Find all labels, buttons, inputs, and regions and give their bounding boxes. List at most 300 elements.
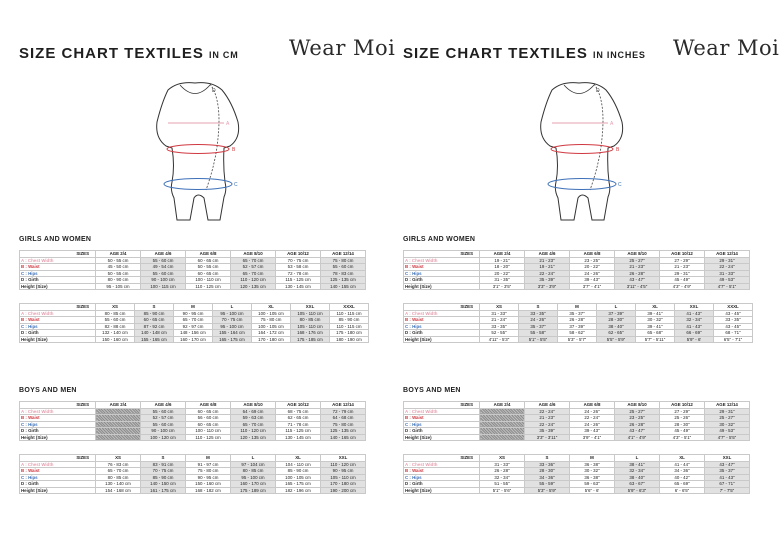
table-cell: 3'7" - 4'1" [570, 283, 615, 290]
table-cell: 4'1" - 4'9" [615, 434, 660, 441]
label-c: C [618, 182, 622, 188]
table-cell: 130 - 145 cm [276, 434, 321, 441]
header-cell: XS [480, 304, 519, 311]
table-cell: 29 - 31" [705, 257, 750, 264]
header-cell: XS [480, 455, 525, 462]
table-cell: 55 - 59" [525, 481, 570, 488]
header-sizes: SIZES [404, 402, 480, 409]
table-cell: 55 - 60 cm [141, 421, 186, 428]
table-cell: 155 - 165 cm [135, 336, 174, 343]
table-cell: 80 - 85 cm [96, 474, 141, 481]
row-label: D : Girth [404, 277, 480, 284]
header-cell: S [141, 455, 186, 462]
table-cell: 65 - 70 cm [231, 421, 276, 428]
table-cell: 175 - 185 cm [291, 336, 330, 343]
table-cell: 6' - 6'5" [660, 487, 705, 494]
row-label: C : Hips [20, 474, 96, 481]
table-cell: 36 - 38" [570, 474, 615, 481]
table-cell: 59 - 63 cm [231, 415, 276, 422]
table-cell: 5'3" - 5'9" [525, 487, 570, 494]
table-cell: 90 - 100 cm [141, 277, 186, 284]
table-cell: 43 - 47" [615, 277, 660, 284]
table-cell: 43 - 45" [714, 323, 753, 330]
table-cell: 65 - 68" [636, 330, 675, 337]
table-cell: 72 - 79 cm [321, 408, 366, 415]
table-cell: 120 - 135 cm [231, 434, 276, 441]
header-cell: M [570, 455, 615, 462]
header-sizes: SIZES [404, 455, 480, 462]
table-cell: 5'7" - 5'11" [636, 336, 675, 343]
table-cell: 52 - 57 cm [231, 264, 276, 271]
table-cell: 155 - 164 cm [213, 330, 252, 337]
table-cell: 130 - 140 cm [96, 481, 141, 488]
table-cell: 95 - 100 cm [213, 310, 252, 317]
row-label: A : Chest Width [404, 408, 480, 415]
row-label: D : Girth [404, 330, 480, 337]
row-label: A : Chest Width [20, 310, 96, 317]
table-cell: 65 - 70 cm [231, 257, 276, 264]
header-cell: AGE 2/4 [480, 402, 525, 409]
table-cell: 30 - 32" [636, 317, 675, 324]
table-cell: 55 - 60 cm [96, 317, 135, 324]
table-cell: 20 - 22" [480, 270, 525, 277]
table-cell: 150 - 160 cm [186, 481, 231, 488]
row-label: A : Chest Width [404, 310, 480, 317]
row-label: D : Girth [20, 428, 96, 435]
table-cell: 80 - 85 cm [231, 468, 276, 475]
table-cell: 80 - 85 cm [291, 317, 330, 324]
row-label: A : Chest Width [20, 257, 96, 264]
table-cell: 34 - 36" [660, 468, 705, 475]
row-label: D : Girth [404, 428, 480, 435]
table-cell: 75 - 80 cm [186, 468, 231, 475]
table-boys-adult [403, 454, 750, 494]
table-cell: 55 - 60 cm [141, 257, 186, 264]
table-cell: 87 - 92 cm [135, 323, 174, 330]
header-cell: L [597, 304, 636, 311]
table-cell: 52 - 57 cm [141, 415, 186, 422]
label-b: B [232, 147, 236, 153]
table-cell: 75 - 80 cm [321, 421, 366, 428]
header-cell: XXXL [330, 304, 369, 311]
row-label: C : Hips [404, 323, 480, 330]
table-row [20, 336, 369, 343]
table-cell: 100 - 110 cm [186, 428, 231, 435]
table-cell: 83 - 91 cm [141, 461, 186, 468]
table-cell: 175 - 189 cm [231, 487, 276, 494]
table-girls-ages [403, 250, 750, 290]
table-cell: 190 - 200 cm [321, 487, 366, 494]
table-cell: 35 - 37" [558, 310, 597, 317]
table-cell: 60 - 65 cm [135, 317, 174, 324]
table-cell: 36 - 38" [570, 461, 615, 468]
table-cell: 26 - 28" [615, 421, 660, 428]
table-cell: 28 - 30" [525, 468, 570, 475]
header-sizes: SIZES [20, 402, 96, 409]
header-cell: AGE 6/8 [570, 402, 615, 409]
section-title-girls: GIRLS AND WOMEN [403, 236, 476, 243]
header-cell: AGE 12/14 [321, 402, 366, 409]
table-cell: 59 - 63" [570, 481, 615, 488]
header-cell: XS [96, 304, 135, 311]
table-cell: 33 - 35" [519, 310, 558, 317]
table-cell: 5'3" - 5'7" [558, 336, 597, 343]
table-cell: 90 - 95 cm [174, 310, 213, 317]
label-a: A [226, 121, 230, 127]
size-chart-inches-panel [384, 0, 779, 543]
table-boys-ages [19, 401, 366, 441]
table-cell: 4'3" - 5'1" [660, 434, 705, 441]
table-cell: 23 - 25" [615, 415, 660, 422]
header-cell: AGE 10/12 [276, 251, 321, 258]
table-cell [96, 434, 141, 441]
table-cell: 29 - 31" [705, 408, 750, 415]
table-cell: 65 - 70 cm [96, 468, 141, 475]
table-cell: 21 - 23" [525, 257, 570, 264]
table-cell: 85 - 90 cm [330, 317, 369, 324]
table-cell: 22 - 24" [525, 270, 570, 277]
header-sizes: SIZES [404, 251, 480, 258]
table-cell: 100 - 110 cm [186, 277, 231, 284]
table-cell: 45 - 49" [660, 428, 705, 435]
table-cell: 31 - 33" [705, 270, 750, 277]
row-label: Height (Size) [20, 487, 96, 494]
table-cell: 110 - 125 cm [186, 434, 231, 441]
table-cell: 100 - 105 cm [252, 323, 291, 330]
table-girls-ages [19, 250, 366, 290]
table-cell: 68 - 75 cm [276, 408, 321, 415]
table-cell: 3'3" - 3'9" [525, 283, 570, 290]
header-cell: S [519, 304, 558, 311]
row-label: Height (Size) [404, 283, 480, 290]
table-cell: 3'1" - 3'5" [480, 283, 525, 290]
table-row [404, 283, 750, 290]
row-label: B : Waist [20, 468, 96, 475]
table-cell: 165 - 175 cm [276, 481, 321, 488]
table-cell: 100 - 115 cm [141, 283, 186, 290]
row-label: D : Girth [20, 330, 96, 337]
table-cell: 92 - 97 cm [174, 323, 213, 330]
table-cell: 35 - 39" [525, 428, 570, 435]
table-cell: 7' - 7'5" [705, 487, 750, 494]
table-row [404, 434, 750, 441]
table-cell: 49 - 53" [705, 277, 750, 284]
brand-logo: Wear Moi [673, 36, 779, 60]
table-cell: 18 - 20" [480, 264, 525, 271]
table-cell: 25 - 27" [615, 257, 660, 264]
table-cell: 140 - 165 cm [321, 434, 366, 441]
body-measurement-figure [120, 78, 270, 228]
table-cell: 76 - 83 cm [96, 461, 141, 468]
table-cell: 27 - 29" [660, 408, 705, 415]
table-boys-adult [19, 454, 366, 494]
row-label: C : Hips [20, 421, 96, 428]
table-cell: 170 - 180 cm [252, 336, 291, 343]
table-cell: 55 - 58" [519, 330, 558, 337]
header-cell: AGE 12/14 [705, 402, 750, 409]
row-label: A : Chest Width [20, 461, 96, 468]
table-cell: 140 - 150 cm [141, 481, 186, 488]
table-cell: 105 - 110 cm [321, 474, 366, 481]
table-cell: 25 - 27" [615, 408, 660, 415]
table-cell: 34 - 36" [525, 474, 570, 481]
table-cell: 110 - 115 cm [330, 310, 369, 317]
table-cell: 130 - 145 cm [276, 283, 321, 290]
table-cell: 32 - 34" [615, 468, 660, 475]
table-cell: 70 - 75 cm [276, 257, 321, 264]
row-label: C : Hips [404, 421, 480, 428]
row-label: Height (Size) [20, 336, 96, 343]
table-cell: 24 - 26" [519, 317, 558, 324]
row-label: B : Waist [404, 415, 480, 422]
table-cell: 3'11" - 4'5" [615, 283, 660, 290]
table-cell: 52 - 55" [480, 330, 519, 337]
table-cell: 65 - 69" [660, 481, 705, 488]
header-cell: XXL [321, 455, 366, 462]
row-label: B : Waist [404, 317, 480, 324]
table-cell: 33 - 36" [525, 461, 570, 468]
brand-logo: Wear Moi [289, 36, 396, 60]
table-cell: 28 - 30" [660, 421, 705, 428]
table-cell: 37 - 39" [597, 310, 636, 317]
table-row [20, 283, 366, 290]
table-cell: 30 - 32" [570, 468, 615, 475]
table-cell: 39 - 41" [636, 323, 675, 330]
table-cell: 82 - 88 cm [96, 323, 135, 330]
table-cell: 43 - 47" [705, 461, 750, 468]
table-cell: 26 - 28" [558, 317, 597, 324]
table-cell: 24 - 26" [570, 421, 615, 428]
table-cell: 95 - 105 cm [96, 283, 141, 290]
label-a: A [610, 121, 614, 127]
row-label: B : Waist [20, 317, 96, 324]
table-cell: 60 - 65 cm [186, 270, 231, 277]
table-cell: 85 - 90 cm [276, 468, 321, 475]
table-cell: 22 - 24" [525, 408, 570, 415]
table-cell: 90 - 95 cm [321, 468, 366, 475]
table-cell: 65 - 70 cm [174, 317, 213, 324]
table-cell: 50 - 55 cm [96, 270, 141, 277]
header-cell: AGE 10/12 [660, 251, 705, 258]
table-cell: 104 - 110 cm [276, 461, 321, 468]
table-cell: 5'5" - 5'9" [597, 336, 636, 343]
header-cell: XXXL [714, 304, 753, 311]
table-cell: 160 - 170 cm [231, 481, 276, 488]
table-cell: 53 - 58 cm [276, 264, 321, 271]
row-label: Height (Size) [404, 487, 480, 494]
table-cell: 168 - 176 cm [291, 330, 330, 337]
table-cell: 100 - 105 cm [276, 474, 321, 481]
table-cell: 25 - 27" [705, 415, 750, 422]
header-sizes: SIZES [20, 251, 96, 258]
table-cell: 62 - 65" [597, 330, 636, 337]
table-cell: 65 - 70 cm [231, 270, 276, 277]
row-label: A : Chest Width [20, 408, 96, 415]
row-label: B : Waist [404, 468, 480, 475]
table-cell: 43 - 45" [714, 310, 753, 317]
row-label: Height (Size) [404, 336, 480, 343]
table-cell: 29 - 31" [660, 270, 705, 277]
header-cell: M [186, 455, 231, 462]
table-cell: 49 - 53" [705, 428, 750, 435]
table-cell [480, 434, 525, 441]
table-cell: 51 - 55" [480, 481, 525, 488]
table-cell: 38 - 40" [615, 474, 660, 481]
table-cell: 70 - 75 cm [141, 468, 186, 475]
header-cell: AGE 8/10 [231, 402, 276, 409]
table-cell: 21 - 23" [525, 415, 570, 422]
header-cell: XS [96, 455, 141, 462]
table-cell: 80 - 85 cm [96, 310, 135, 317]
table-cell: 95 - 100 cm [213, 323, 252, 330]
table-cell: 68 - 71" [714, 330, 753, 337]
table-cell: 33 - 35" [714, 317, 753, 324]
table-cell: 64 - 69 cm [231, 408, 276, 415]
row-label: D : Girth [20, 277, 96, 284]
table-row [404, 487, 750, 494]
header-cell: AGE 2/4 [96, 251, 141, 258]
table-cell: 78 - 83 cm [321, 270, 366, 277]
header-cell: S [135, 304, 174, 311]
table-cell: 160 - 170 cm [174, 336, 213, 343]
row-label: D : Girth [20, 481, 96, 488]
table-cell: 31 - 33" [480, 310, 519, 317]
table-cell: 182 - 196 cm [276, 487, 321, 494]
table-cell: 22 - 24" [570, 415, 615, 422]
row-label: B : Waist [404, 264, 480, 271]
table-cell: 115 - 125 cm [276, 428, 321, 435]
table-cell: 3'9" - 4'1" [570, 434, 615, 441]
table-cell: 31 - 33" [480, 461, 525, 468]
table-cell: 40 - 42" [660, 474, 705, 481]
table-cell: 26 - 28" [615, 270, 660, 277]
table-cell: 22 - 24" [525, 421, 570, 428]
table-cell: 150 - 160 cm [96, 336, 135, 343]
table-cell: 180 - 190 cm [330, 336, 369, 343]
row-label: Height (Size) [404, 434, 480, 441]
header-sizes: SIZES [20, 455, 96, 462]
table-cell: 60 - 65 cm [186, 421, 231, 428]
table-cell: 41 - 43" [675, 310, 714, 317]
table-cell: 27 - 29" [660, 257, 705, 264]
table-cell: 85 - 90 cm [135, 310, 174, 317]
table-cell: 75 - 80 cm [252, 317, 291, 324]
table-cell: 110 - 120 cm [321, 461, 366, 468]
table-cell: 43 - 47" [615, 428, 660, 435]
table-cell: 70 - 75 cm [213, 317, 252, 324]
table-cell: 55 - 60 cm [321, 264, 366, 271]
table-cell: 90 - 100 cm [141, 428, 186, 435]
table-cell: 26 - 28" [480, 468, 525, 475]
table-cell: 105 - 110 cm [291, 310, 330, 317]
table-cell: 5'9" - 6'3" [615, 487, 660, 494]
page-title: SIZE CHART TEXTILES IN INCHES [403, 45, 646, 62]
table-cell: 110 - 120 cm [231, 428, 276, 435]
header-cell: AGE 6/8 [570, 251, 615, 258]
header-cell: AGE 6/8 [186, 251, 231, 258]
table-cell: 170 - 180 cm [321, 481, 366, 488]
header-cell: M [174, 304, 213, 311]
table-cell: 168 - 182 cm [186, 487, 231, 494]
header-cell: AGE 4/6 [525, 251, 570, 258]
table-cell: 5'6" - 6' [570, 487, 615, 494]
table-boys-ages [403, 401, 750, 441]
table-cell: 49 - 54 cm [141, 264, 186, 271]
header-cell: S [525, 455, 570, 462]
table-cell: 100 - 105 cm [252, 310, 291, 317]
table-cell: 110 - 115 cm [330, 323, 369, 330]
table-cell: 45 - 49" [660, 277, 705, 284]
header-cell: XL [636, 304, 675, 311]
header-cell: XXL [291, 304, 330, 311]
table-cell: 55 - 60 cm [141, 408, 186, 415]
table-cell: 39 - 43" [570, 277, 615, 284]
table-cell: 38 - 41" [615, 461, 660, 468]
row-label: Height (Size) [20, 434, 96, 441]
table-cell: 148 - 156 cm [174, 330, 213, 337]
table-cell: 97 - 104 cm [231, 461, 276, 468]
table-cell: 85 - 90 cm [141, 474, 186, 481]
table-cell: 6'5" - 7'1" [714, 336, 753, 343]
table-cell: 22 - 24" [705, 264, 750, 271]
table-cell: 20 - 22" [570, 264, 615, 271]
table-cell: 5'9" - 6' [675, 336, 714, 343]
header-cell: XXL [705, 455, 750, 462]
table-cell: 140 - 148 cm [135, 330, 174, 337]
table-cell: 41 - 44" [660, 461, 705, 468]
row-label: D : Girth [404, 481, 480, 488]
table-cell: 50 - 55 cm [186, 264, 231, 271]
header-sizes: SIZES [404, 304, 480, 311]
row-label: A : Chest Width [404, 257, 480, 264]
table-cell: 21 - 23" [660, 264, 705, 271]
table-cell: 35 - 39" [525, 277, 570, 284]
header-cell: XL [252, 304, 291, 311]
table-cell: 140 - 155 cm [321, 283, 366, 290]
table-cell: 3'3" - 3'11" [525, 434, 570, 441]
table-row [404, 336, 753, 343]
table-cell: 30 - 32" [705, 421, 750, 428]
row-label: C : Hips [404, 270, 480, 277]
table-cell: 105 - 110 cm [291, 323, 330, 330]
table-cell: 72 - 78 cm [276, 270, 321, 277]
table-cell: 91 - 97 cm [186, 461, 231, 468]
header-cell: AGE 4/6 [141, 251, 186, 258]
header-cell: XL [276, 455, 321, 462]
table-cell: 31 - 35" [480, 277, 525, 284]
page-title: SIZE CHART TEXTILES IN CM [19, 45, 239, 62]
table-row [20, 434, 366, 441]
table-cell: 164 - 172 cm [252, 330, 291, 337]
header-cell: M [558, 304, 597, 311]
section-title-girls: GIRLS AND WOMEN [19, 236, 92, 243]
table-cell: 39 - 43" [570, 428, 615, 435]
table-cell: 4'7" - 5'5" [705, 434, 750, 441]
header-cell: XL [660, 455, 705, 462]
table-cell: 115 - 125 cm [276, 277, 321, 284]
table-cell: 28 - 30" [597, 317, 636, 324]
table-cell: 21 - 23" [615, 264, 660, 271]
table-cell: 24 - 26" [570, 270, 615, 277]
header-cell: L [231, 455, 276, 462]
table-cell: 75 - 80 cm [321, 257, 366, 264]
table-cell: 100 - 120 cm [141, 434, 186, 441]
table-cell: 67 - 71" [705, 481, 750, 488]
table-cell: 120 - 135 cm [231, 283, 276, 290]
table-cell: 5'1" - 5'6" [480, 487, 525, 494]
header-cell: XXL [675, 304, 714, 311]
table-cell: 60 - 65 cm [186, 408, 231, 415]
